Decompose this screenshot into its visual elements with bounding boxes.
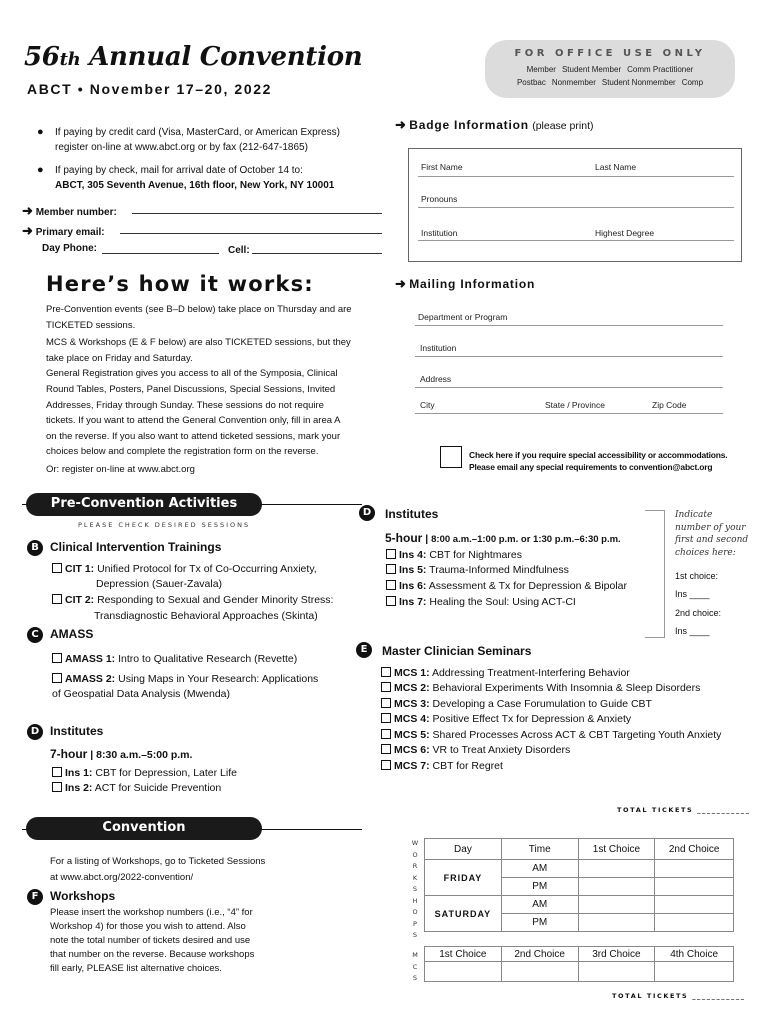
member-number-field[interactable] bbox=[132, 213, 382, 214]
office-use-box bbox=[485, 40, 735, 98]
mcs-first-choice: 1st Choice bbox=[425, 947, 502, 962]
friday-pm: PM bbox=[501, 878, 578, 896]
friday-am-second[interactable] bbox=[655, 860, 734, 878]
section-b-badge: B bbox=[27, 540, 43, 556]
workshops-instructions: Please insert the workshop numbers (i.e., “4” for Workshop 4) for those you wish to attend. Also note the total number of tickets desired and use that number on the reverse. Because workshops fill early, PLEASE list alternative choices. bbox=[50, 907, 255, 974]
checkbox[interactable] bbox=[52, 673, 62, 683]
form-title: 56th Annual Convention bbox=[24, 42, 363, 72]
saturday-am-first[interactable] bbox=[578, 896, 655, 914]
cit1-option[interactable]: CIT 1: Unified Protocol for Tx of Co-Occurring Anxiety, bbox=[52, 562, 317, 578]
cell-label: Cell: bbox=[228, 245, 250, 256]
saturday-pm-first[interactable] bbox=[578, 914, 655, 932]
arrow-right-icon: ➜ bbox=[395, 276, 406, 291]
checkbox[interactable] bbox=[381, 682, 391, 692]
amass1-option[interactable]: AMASS 1: Intro to Qualitative Research (Revette) bbox=[52, 652, 297, 668]
cit1-option-line2: Depression (Sauer-Zavala) bbox=[96, 578, 223, 590]
address-label: Address bbox=[420, 374, 452, 384]
mcs-heading: Master Clinician Seminars bbox=[382, 644, 532, 658]
ins7-option[interactable]: Ins 7: Healing the Soul: Using ACT-CI bbox=[386, 595, 576, 611]
city-label: City bbox=[420, 400, 435, 410]
ins2-option[interactable]: Ins 2: ACT for Suicide Prevention bbox=[52, 781, 221, 797]
col-second-choice: 2nd Choice bbox=[655, 839, 734, 860]
checkbox[interactable] bbox=[386, 564, 396, 574]
highest-degree-label: Highest Degree bbox=[595, 228, 655, 238]
mcs6-option[interactable]: MCS 6: VR to Treat Anxiety Disorders bbox=[381, 743, 570, 759]
member-number-label: ➜ Member number: bbox=[22, 203, 117, 218]
office-use-title: FOR OFFICE USE ONLY bbox=[514, 48, 706, 59]
arrow-right-icon: ➜ bbox=[22, 203, 33, 218]
workshops-heading: Workshops bbox=[50, 889, 116, 903]
checkbox[interactable] bbox=[52, 653, 62, 663]
cell-field[interactable] bbox=[252, 253, 382, 254]
checkbox[interactable] bbox=[52, 594, 62, 604]
badge-info-heading: ➜ Badge Information (please print) bbox=[395, 117, 594, 132]
state-label: State / Province bbox=[545, 400, 606, 410]
institutes-7-time: 7-hour | 8:30 a.m.–5:00 p.m. bbox=[50, 747, 193, 761]
mcs2-option[interactable]: MCS 2: Behavioral Experiments With Insomnia & Sleep Disorders bbox=[381, 681, 700, 697]
second-choice-field[interactable]: Ins ____ bbox=[675, 626, 710, 636]
check-sessions-note: PLEASE CHECK DESIRED SESSIONS bbox=[78, 521, 251, 529]
mcs4-option[interactable]: MCS 4: Positive Effect Tx for Depression & Anxiety bbox=[381, 712, 631, 728]
institutes-5-time: 5-hour | 8:00 a.m.–1:00 p.m. or 1:30 p.m.–6:30 p.m. bbox=[385, 531, 621, 545]
col-day: Day bbox=[425, 839, 502, 860]
accessibility-note: Check here if you require special accessibility or accommodations. Please email any special requirements to convention@abct.org bbox=[469, 450, 728, 472]
checkbox[interactable] bbox=[52, 767, 62, 777]
department-label: Department or Program bbox=[418, 312, 508, 322]
friday-pm-second[interactable] bbox=[655, 878, 734, 896]
checkbox[interactable] bbox=[381, 698, 391, 708]
cit2-option-line2: Transdiagnostic Behavioral Approaches (Skinta) bbox=[94, 610, 318, 622]
workshop-choice-table bbox=[424, 838, 734, 932]
saturday-am-second[interactable] bbox=[655, 896, 734, 914]
mcs-second-field[interactable] bbox=[501, 962, 578, 982]
section-f-badge: F bbox=[27, 889, 43, 905]
bullet-icon: ● bbox=[37, 126, 44, 138]
day-phone-label: Day Phone: bbox=[42, 243, 98, 254]
vertical-mcs-label: M C S bbox=[412, 951, 418, 982]
check-note: ● If paying by check, mail for arrival date of October 14 to: ABCT, 305 Seventh Avenue, 16th floor, New York, NY 10001 bbox=[37, 164, 335, 191]
mcs-third-field[interactable] bbox=[578, 962, 655, 982]
checkbox[interactable] bbox=[52, 782, 62, 792]
mail-institution-label: Institution bbox=[420, 343, 457, 353]
saturday-label: SATURDAY bbox=[425, 896, 502, 932]
checkbox[interactable] bbox=[381, 744, 391, 754]
mcs-fourth-field[interactable] bbox=[655, 962, 734, 982]
mcs1-option[interactable]: MCS 1: Addressing Treatment-Interfering Behavior bbox=[381, 666, 630, 682]
how-it-works-title: Here’s how it works: bbox=[46, 272, 314, 296]
pre-convention-pill: Pre-Convention Activities bbox=[26, 493, 262, 516]
section-e-badge: E bbox=[356, 642, 372, 658]
saturday-am: AM bbox=[501, 896, 578, 914]
pronouns-field[interactable] bbox=[418, 207, 734, 208]
arrow-right-icon: ➜ bbox=[22, 223, 33, 238]
convention-total-tickets[interactable]: TOTAL TICKETS ___________ bbox=[612, 992, 746, 1000]
mcs-fourth-choice: 4th Choice bbox=[655, 947, 734, 962]
first-choice-label: 1st choice: bbox=[675, 571, 719, 581]
checkbox[interactable] bbox=[386, 596, 396, 606]
mcs7-option[interactable]: MCS 7: CBT for Regret bbox=[381, 759, 503, 775]
mcs-third-choice: 3rd Choice bbox=[578, 947, 655, 962]
mailing-info-heading: ➜ Mailing Information bbox=[395, 276, 536, 291]
primary-email-label: ➜ Primary email: bbox=[22, 223, 105, 238]
institutes-7-heading: Institutes bbox=[50, 724, 104, 738]
office-use-row-2: Postbac Nonmember Student Nonmember Comp bbox=[516, 78, 704, 87]
institutes-5-heading: Institutes bbox=[385, 507, 439, 521]
city-field[interactable] bbox=[415, 413, 723, 414]
first-choice-field[interactable]: Ins ____ bbox=[675, 589, 710, 599]
vertical-workshops-label: W O R K S H O P S bbox=[411, 839, 419, 939]
checkbox[interactable] bbox=[381, 667, 391, 677]
form-subtitle: ABCT • November 17–20, 2022 bbox=[27, 81, 272, 97]
checkbox[interactable] bbox=[381, 729, 391, 739]
amass2-option-line2: of Geospatial Data Analysis (Mwenda) bbox=[52, 688, 231, 700]
name-field[interactable] bbox=[418, 176, 734, 177]
amass-heading: AMASS bbox=[50, 627, 94, 641]
office-use-row-1: Member Student Member Comm Practitioner bbox=[526, 65, 694, 74]
indicate-bracket bbox=[645, 510, 665, 638]
workshop-listing-note: For a listing of Workshops, go to Ticketed Sessions at www.abct.org/2022-convention/ bbox=[50, 854, 265, 886]
section-d-badge: D bbox=[27, 724, 43, 740]
ins5-option[interactable]: Ins 5: Trauma-Informed Mindfulness bbox=[386, 563, 569, 579]
col-first-choice: 1st Choice bbox=[578, 839, 655, 860]
ins6-option[interactable]: Ins 6: Assessment & Tx for Depression & Bipolar bbox=[386, 579, 627, 595]
department-field[interactable] bbox=[415, 325, 723, 326]
mcs3-option[interactable]: MCS 3: Developing a Case Forumulation to Guide CBT bbox=[381, 697, 652, 713]
how-it-works-text: Pre-Convention events (see B–D below) take place on Thursday and are TICKETED sessions. MCS & Workshops (E & F below) are also TICKETED sessions, but they take place on Friday and Saturday. General Registration gives you access to all of the Symposia, Clinical Round Tables, Posters, Panel Discussions, Special Sessions, Invited Addresses, Friday through Sunday. These sessions do not require tickets. If you want to attend the General Convention only, fill in area A on the reverse. If you also want to attend ticketed sessions, mark your choices below and complete the registration form on the reverse. Or: register on-line at www.abct.org bbox=[46, 302, 381, 478]
section-d-badge-2: D bbox=[359, 505, 375, 521]
ins4-option[interactable]: Ins 4: CBT for Nightmares bbox=[386, 548, 522, 564]
checkbox[interactable] bbox=[381, 713, 391, 723]
address-field[interactable] bbox=[415, 387, 723, 388]
primary-email-field[interactable] bbox=[120, 233, 382, 234]
mail-institution-field[interactable] bbox=[415, 356, 723, 357]
register-online-link[interactable]: Or: register on-line at www.abct.org bbox=[46, 463, 195, 475]
convention-link[interactable]: at www.abct.org/2022-convention/ bbox=[50, 872, 194, 883]
friday-label: FRIDAY bbox=[425, 860, 502, 896]
credit-card-note: ● If paying by credit card (Visa, MasterCard, or American Express) register on-line at www.abct.org or by fax (212-647-1865) bbox=[37, 126, 340, 153]
last-name-label: Last Name bbox=[595, 162, 637, 172]
checkbox[interactable] bbox=[381, 760, 391, 770]
second-choice-label: 2nd choice: bbox=[675, 608, 722, 618]
arrow-right-icon: ➜ bbox=[395, 117, 406, 132]
pronouns-label: Pronouns bbox=[421, 194, 458, 204]
friday-am-first[interactable] bbox=[578, 860, 655, 878]
first-name-label: First Name bbox=[421, 162, 463, 172]
saturday-pm-second[interactable] bbox=[655, 914, 734, 932]
friday-am: AM bbox=[501, 860, 578, 878]
section-c-badge: C bbox=[27, 627, 43, 643]
convention-pill: Convention bbox=[26, 817, 262, 840]
indicate-note: Indicate number of your first and second choices here: bbox=[675, 510, 749, 558]
zip-label: Zip Code bbox=[652, 400, 687, 410]
saturday-pm: PM bbox=[501, 914, 578, 932]
checkbox[interactable] bbox=[52, 563, 62, 573]
bullet-icon: ● bbox=[37, 164, 44, 176]
mcs-first-field[interactable] bbox=[425, 962, 502, 982]
amass2-option[interactable]: AMASS 2: Using Maps in Your Research: Applications bbox=[52, 672, 318, 688]
mcs-total-tickets[interactable]: TOTAL TICKETS ___________ bbox=[617, 806, 751, 814]
friday-pm-first[interactable] bbox=[578, 878, 655, 896]
mcs-second-choice: 2nd Choice bbox=[501, 947, 578, 962]
day-phone-field[interactable] bbox=[102, 253, 219, 254]
col-time: Time bbox=[501, 839, 578, 860]
ins1-option[interactable]: Ins 1: CBT for Depression, Later Life bbox=[52, 766, 237, 782]
cit-heading: Clinical Intervention Trainings bbox=[50, 540, 222, 554]
mcs-choice-table bbox=[424, 946, 734, 982]
checkbox[interactable] bbox=[386, 580, 396, 590]
checkbox[interactable] bbox=[386, 549, 396, 559]
institution-field[interactable] bbox=[418, 240, 734, 241]
institution-label: Institution bbox=[421, 228, 458, 238]
cit2-option[interactable]: CIT 2: Responding to Sexual and Gender Minority Stress: bbox=[52, 593, 333, 609]
accessibility-checkbox[interactable] bbox=[440, 446, 462, 468]
mcs5-option[interactable]: MCS 5: Shared Processes Across ACT & CBT Targeting Youth Anxiety bbox=[381, 728, 721, 744]
